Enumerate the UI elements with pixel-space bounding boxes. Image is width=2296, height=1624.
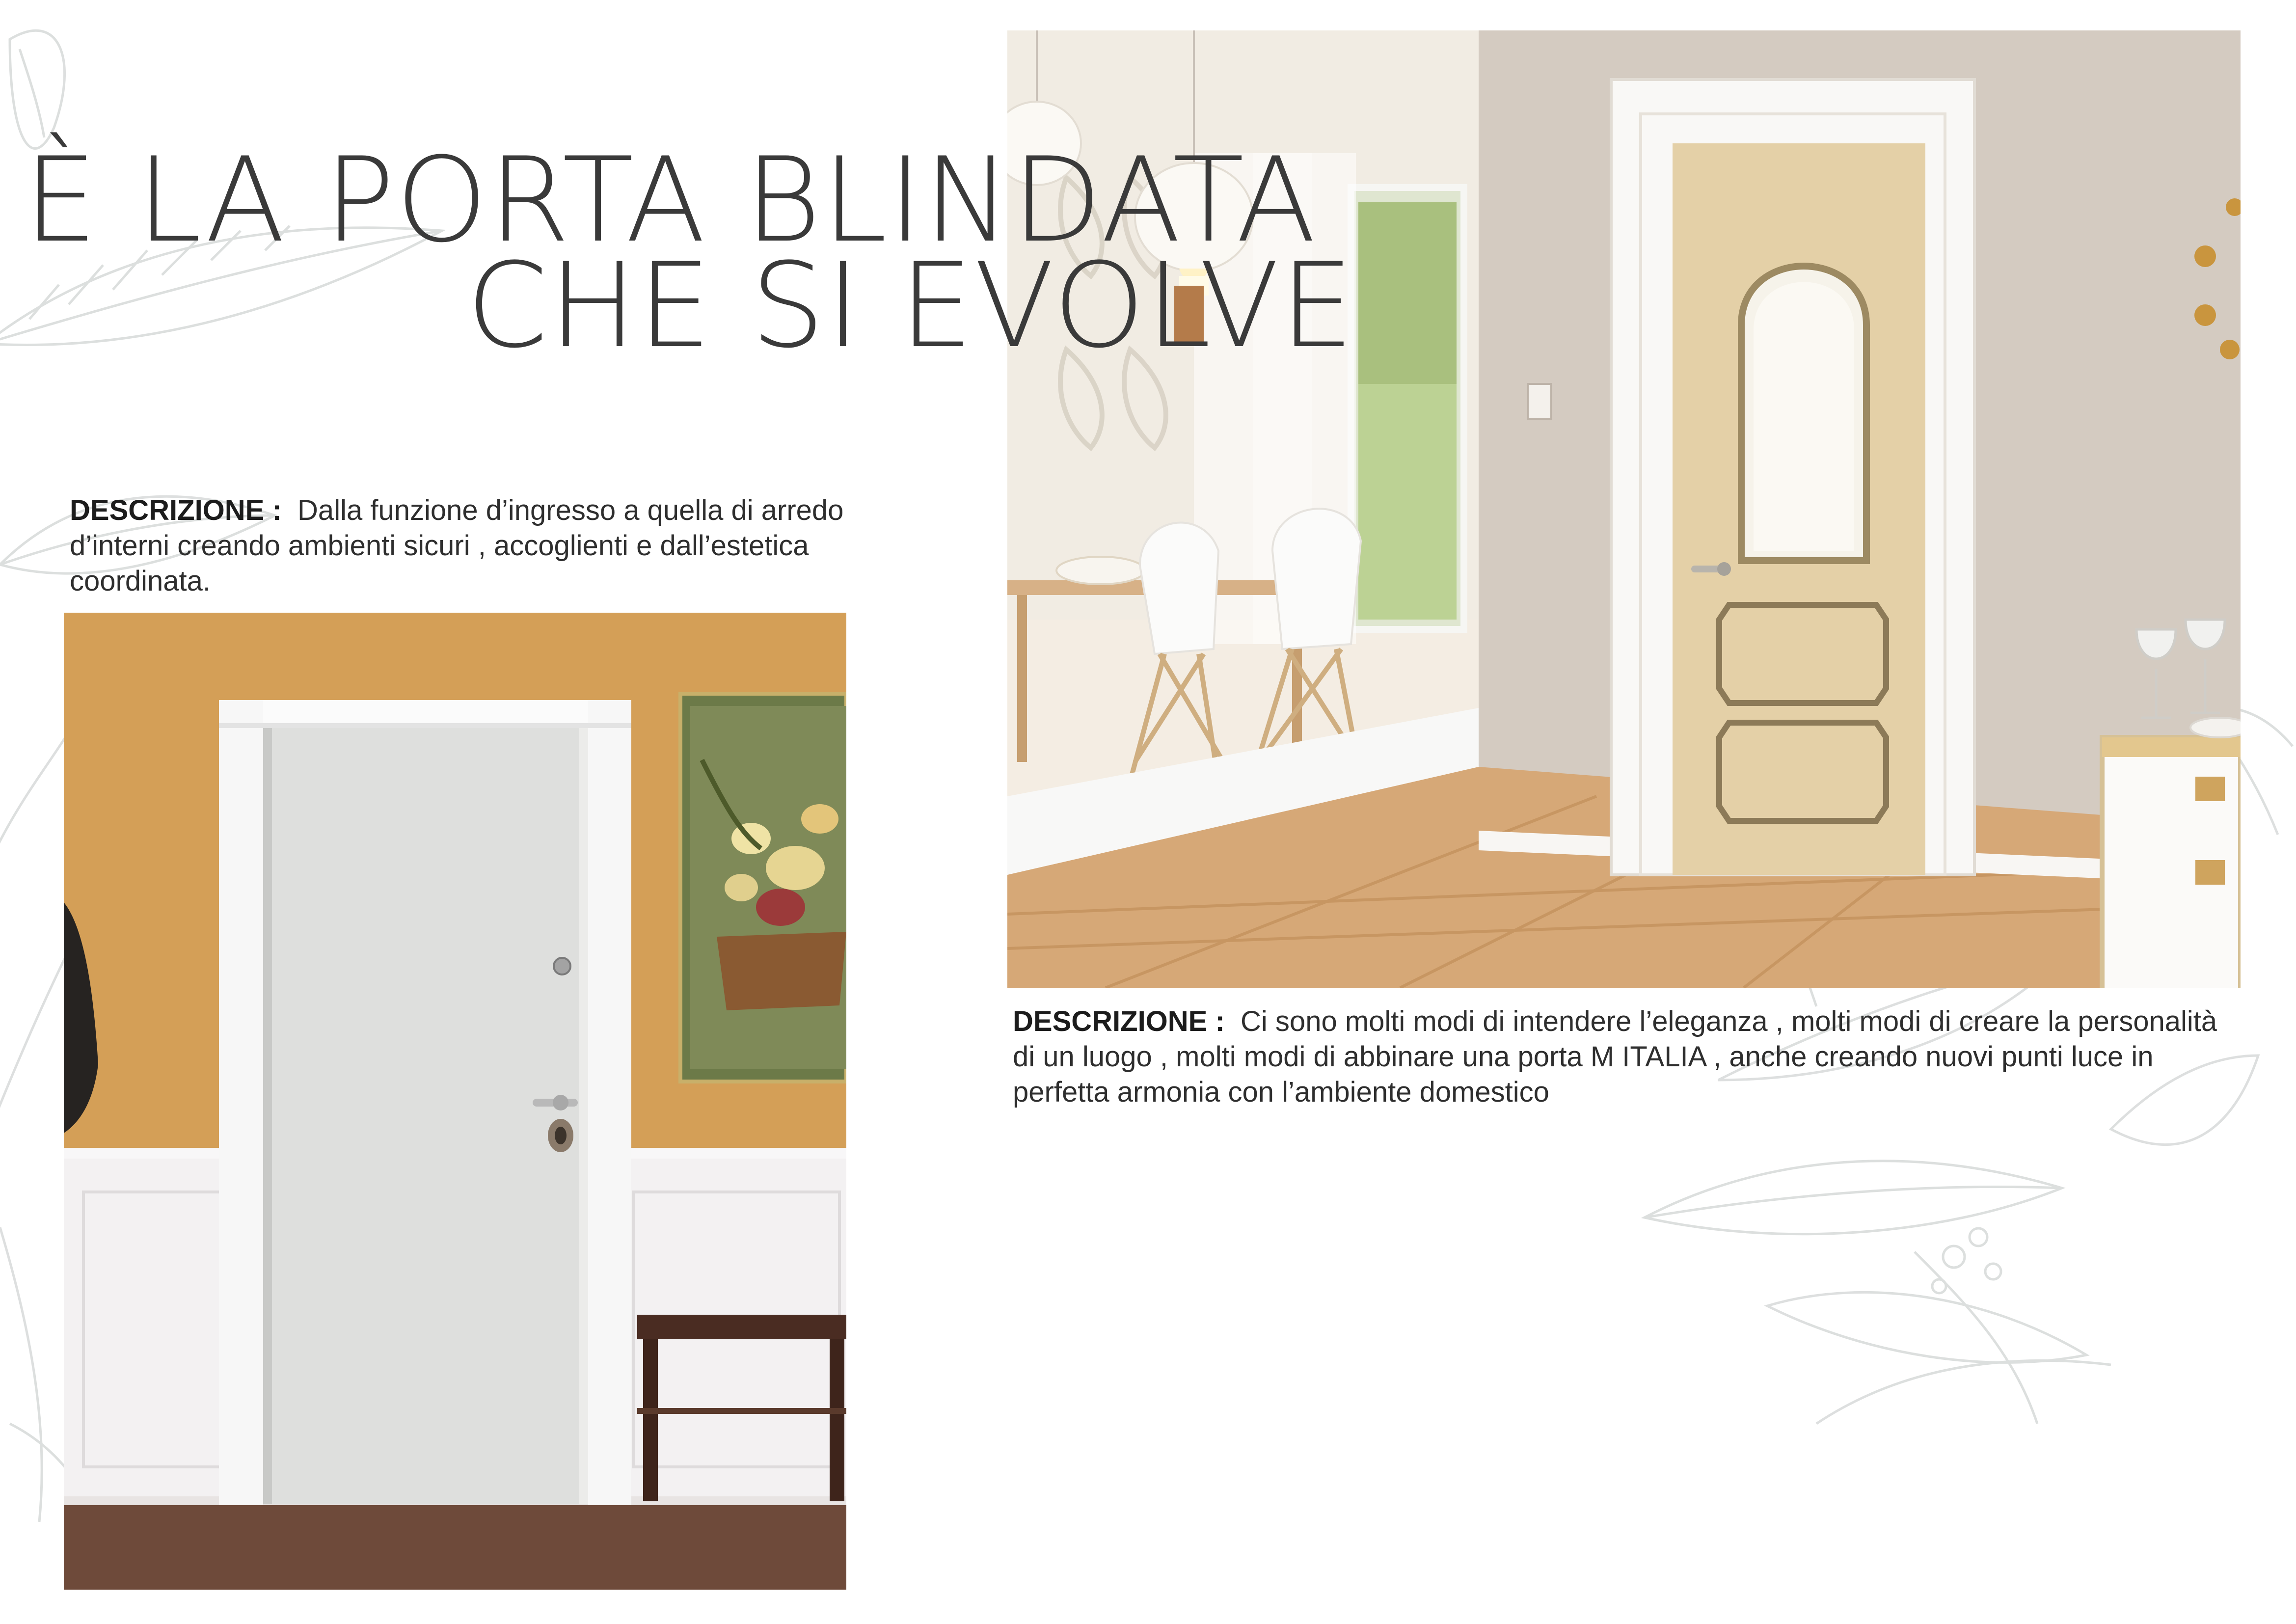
right-description-label: DESCRIZIONE :	[1013, 1005, 1225, 1037]
headline-line-2: CHE SI EVOLVE	[466, 238, 1355, 374]
left-description	[70, 493, 855, 599]
left-description-text: Dalla funzione d’ingresso a quella di arredo d’interni creando ambienti sicuri , accoglienti e dall’estetica coordinata.	[70, 494, 844, 597]
right-description-text: Ci sono molti modi di intendere l’eleganza , molti modi di creare la personalità di un luogo , molti modi di abbinare una porta M ITALIA , anche creando nuovi punti luce in perfetta armonia con l’ambiente domestico	[1013, 1005, 2217, 1108]
photo-grey-armored-door	[64, 613, 846, 1590]
headline-line-1: È LA PORTA BLINDATA	[24, 133, 1317, 269]
left-description-label: DESCRIZIONE :	[70, 494, 282, 526]
right-description	[1013, 1004, 2240, 1110]
